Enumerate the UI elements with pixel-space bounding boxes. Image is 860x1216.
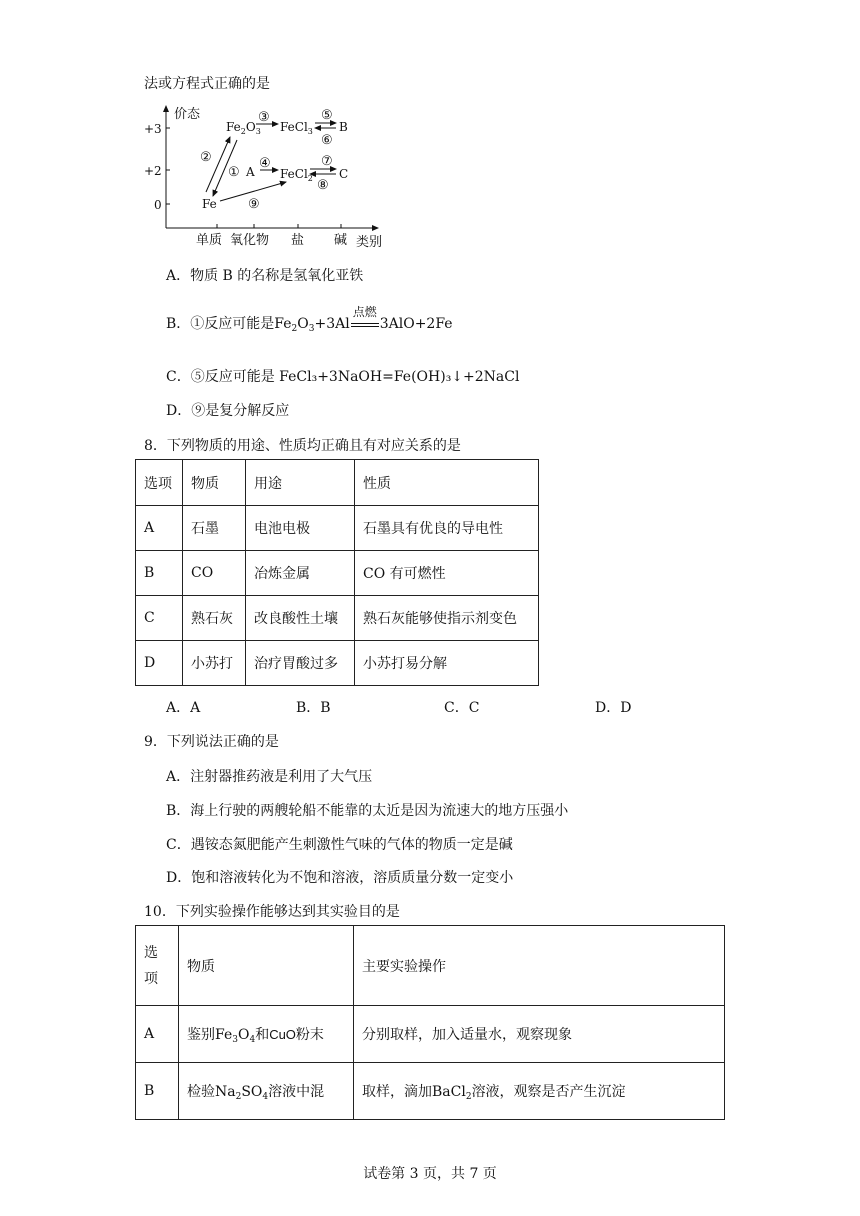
x-cat-element: 单质 [196, 233, 223, 248]
table-row: A 石墨 电池电极 石墨具有优良的导电性 [136, 506, 539, 551]
table-header-row [136, 460, 539, 506]
q10-stem: 10．下列实验操作能够达到其实验目的是 [144, 904, 400, 920]
q7-option-a: A．物质 B 的名称是氢氧化亚铁 [166, 268, 364, 284]
q9-option-d: D．饱和溶液转化为不饱和溶液，溶质质量分数一定变小 [166, 870, 514, 886]
q7-stem-tail: 法或方程式正确的是 [144, 76, 270, 92]
mark-5: ⑤ [321, 108, 333, 123]
page-footer: 试卷第 3 页，共 7 页 [363, 1166, 497, 1182]
y-tick-3: +3 [144, 122, 162, 136]
q7-option-d: D．⑨是复分解反应 [166, 403, 290, 419]
q7-option-c: C．⑤反应可能是 FeCl₃+3NaOH=Fe(OH)₃↓+2NaCl [166, 369, 520, 385]
mark-2: ② [200, 150, 212, 165]
header-option: 选项 [136, 460, 183, 506]
x-axis-title: 类别 [356, 235, 383, 250]
species-fecl2: FeCl$_2$ [280, 167, 313, 183]
q7-option-b: B．①反应可能是$Fe_2O_3+3Al$ 点燃 3AlO+2Fe [166, 305, 453, 334]
mark-1: ① [228, 165, 240, 180]
mark-4: ④ [259, 156, 271, 171]
species-A: A [246, 165, 255, 179]
x-cat-oxide: 氧化物 [230, 233, 270, 248]
q9-stem: 9．下列说法正确的是 [144, 734, 279, 750]
q8-stem: 8．下列物质的用途、性质均正确且有对应关系的是 [144, 438, 461, 454]
table-row: D 小苏打 治疗胃酸过多 小苏打易分解 [136, 641, 539, 686]
q9-option-b: B．海上行驶的两艘轮船不能靠的太近是因为流速大的地方压强小 [166, 803, 569, 819]
y-tick-2: +2 [144, 164, 162, 178]
mark-8: ⑧ [317, 178, 329, 193]
y-axis-title: 价态 [174, 107, 201, 122]
b-fe2o3: $Fe_2O_3$ [274, 316, 315, 334]
table-row: A 鉴别$Fe_3O_4$和CuO粉末 分别取样，加入适量水，观察现象 [136, 1006, 725, 1063]
table-row: C 熟石灰 改良酸性土壤 熟石灰能够使指示剂变色 [136, 596, 539, 641]
header-use: 用途 [246, 460, 355, 506]
q9-option-c: C．遇铵态氮肥能产生刺激性气味的气体的物质一定是碱 [166, 837, 513, 853]
q9-option-a: A．注射器推药液是利用了大气压 [166, 769, 373, 785]
table-row: B 检验$Na_2SO_4$溶液中混 取样，滴加BaCl$_2$溶液，观察是否产生沉淀 [136, 1063, 725, 1120]
header-substance: 物质 [183, 460, 246, 506]
q8-choice-d: D．D [595, 700, 632, 716]
mark-6: ⑥ [321, 133, 333, 148]
q8-choice-a: A．A [166, 700, 201, 716]
y-tick-0: 0 [154, 198, 162, 212]
mark-3: ③ [258, 110, 270, 125]
q8-choice-c: C．C [444, 700, 480, 716]
x-cat-salt: 盐 [291, 233, 305, 248]
header-property: 性质 [355, 460, 539, 506]
iron-valence-diagram [140, 100, 390, 250]
mark-7: ⑦ [321, 154, 333, 169]
q10-table [135, 925, 725, 1120]
x-cat-base: 碱 [334, 233, 348, 248]
table-header-row [136, 926, 725, 1006]
mark-9: ⑨ [248, 197, 260, 212]
reaction-condition: 点燃 [350, 316, 380, 332]
species-fe2o3: $Fe_2O_3$ [226, 120, 261, 136]
q8-choice-b: B．B [296, 700, 331, 716]
table-row: B CO 冶炼金属 CO 有可燃性 [136, 551, 539, 596]
species-fecl3: FeCl$_3$ [280, 120, 313, 136]
header-option: 选 项 [136, 926, 179, 1006]
species-Fe: Fe [202, 197, 217, 211]
species-C: C [339, 167, 349, 181]
q8-table [135, 459, 539, 686]
header-operation: 主要实验操作 [354, 926, 725, 1006]
species-B: B [339, 120, 348, 134]
header-substance: 物质 [179, 926, 354, 1006]
